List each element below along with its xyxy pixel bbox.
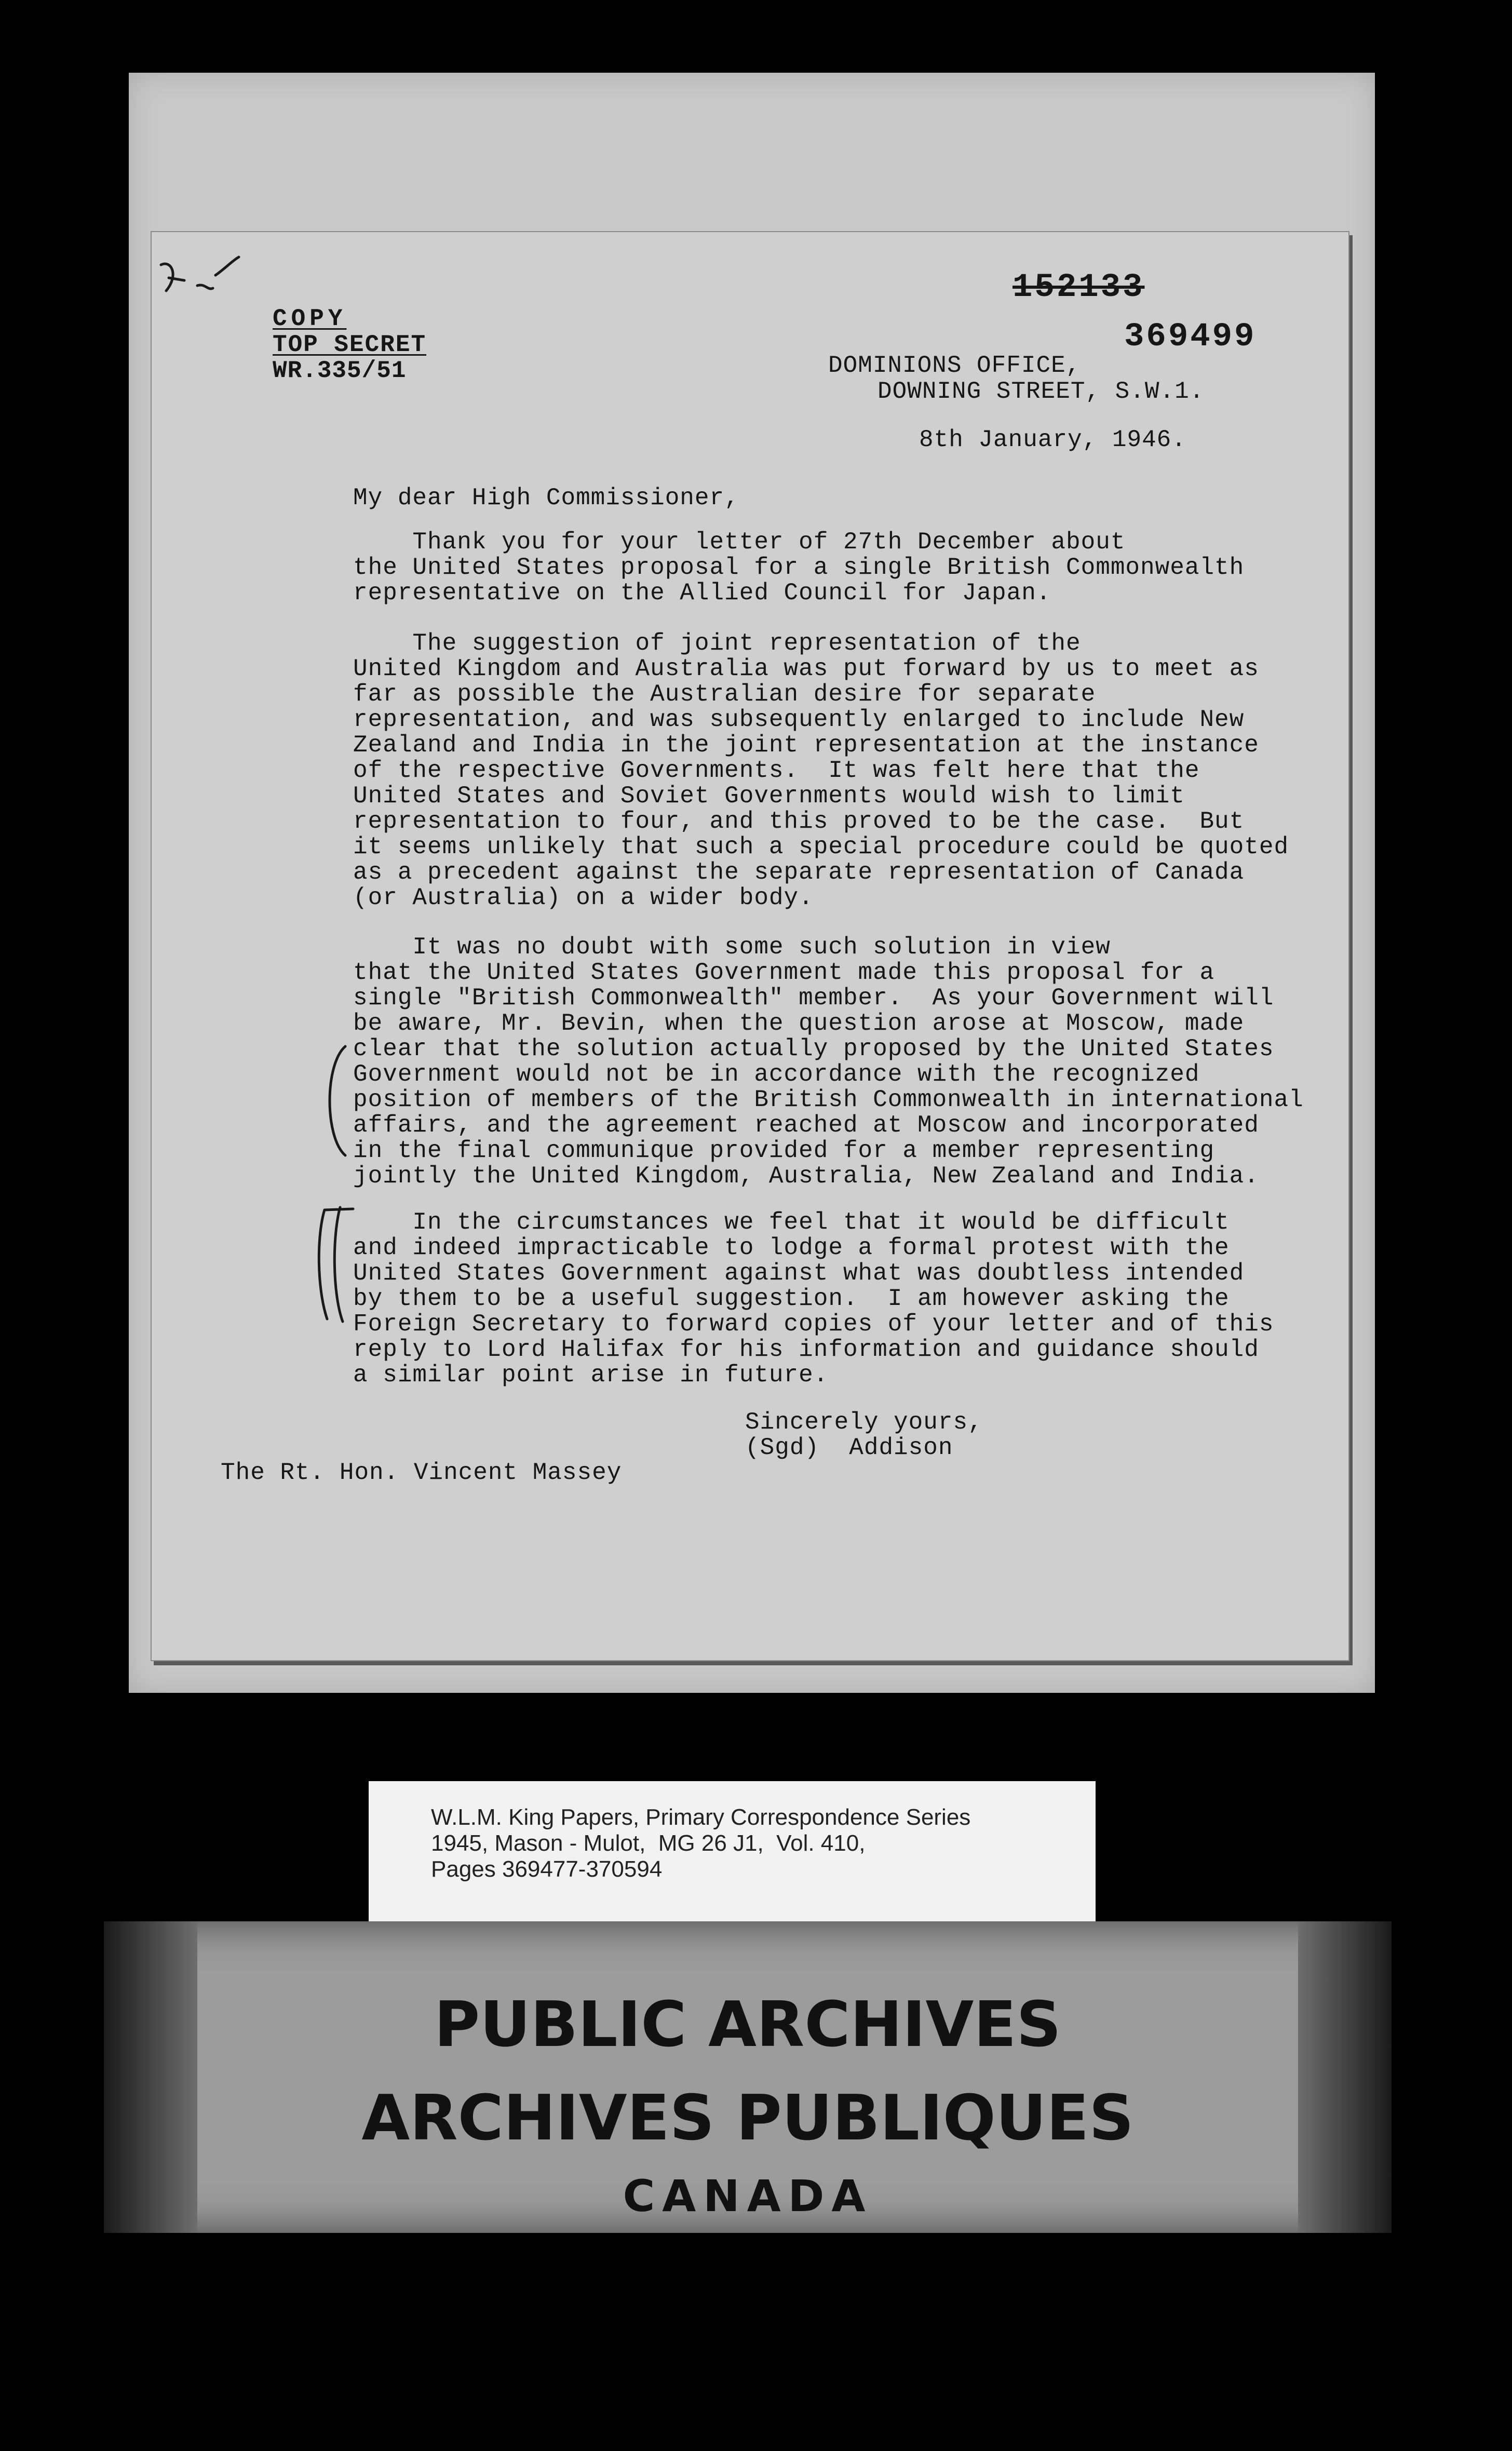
text-line: Foreign Secretary to forward copies of your letter and of this (353, 1311, 1274, 1338)
margin-bracket-mark (319, 1044, 350, 1158)
stamp-line-3: CANADA (623, 2171, 873, 2221)
reference-number: WR.335/51 (273, 357, 407, 384)
paragraph-1 (353, 530, 1244, 606)
text-line: in the final communique provided for a member representing (353, 1137, 1215, 1164)
letter-date: 8th January, 1946. (919, 426, 1186, 453)
text-line: Thank you for your letter of 27th December about (412, 529, 1126, 556)
signature-line: (Sgd) Addison (745, 1434, 953, 1461)
stamp-line-1: PUBLIC ARCHIVES (434, 1989, 1061, 2061)
struck-document-number: 152133 (1013, 269, 1145, 306)
archive-label-line-2: 1945, Mason - Mulot, MG 26 J1, Vol. 410, (431, 1830, 866, 1856)
text-line: Government would not be in accordance with the recognized (353, 1061, 1200, 1088)
text-line: single "British Commonwealth" member. As your Government will (353, 985, 1274, 1012)
text-line: jointly the United Kingdom, Australia, New Zealand and India. (353, 1163, 1259, 1190)
paragraph-2 (353, 631, 1289, 911)
text-line: Zealand and India in the joint representation at the instance (353, 732, 1259, 759)
text-line: United Kingdom and Australia was put forward by us to meet as (353, 655, 1259, 682)
archive-stamp-band (104, 1921, 1392, 2233)
text-line: It was no doubt with some such solution in view (412, 934, 1111, 961)
text-line: United States and Soviet Governments would wish to limit (353, 783, 1185, 810)
text-line: of the respective Governments. It was felt here that the (353, 757, 1200, 784)
text-line: representative on the Allied Council for Japan. (353, 580, 1051, 607)
text-line: far as possible the Australian desire for separate (353, 681, 1096, 708)
closing-line: Sincerely yours, (745, 1409, 983, 1436)
text-line: reply to Lord Halifax for his information and guidance should (353, 1336, 1259, 1363)
copy-label: COPY (273, 305, 347, 332)
text-line: representation to four, and this proved to be the case. But (353, 808, 1245, 835)
text-line: United States Government against what was doubtless intended (353, 1260, 1245, 1287)
text-line: the United States proposal for a single British Commonwealth (353, 554, 1245, 581)
text-line: be aware, Mr. Bevin, when the question arose at Moscow, made (353, 1010, 1245, 1037)
text-line: (or Australia) on a wider body. (353, 884, 814, 911)
margin-double-line-mark (309, 1205, 356, 1324)
paragraph-4 (353, 1210, 1274, 1388)
salutation: My dear High Commissioner, (353, 484, 739, 511)
classification-label: TOP SECRET (273, 331, 427, 358)
paragraph-3 (353, 935, 1304, 1189)
office-line-2: DOWNING STREET, S.W.1. (878, 378, 1205, 405)
text-line: affairs, and the agreement reached at Moscow and incorporated (353, 1112, 1259, 1139)
office-line-1: DOMINIONS OFFICE, (828, 352, 1081, 379)
text-line: representation, and was subsequently enlarged to include New (353, 706, 1245, 733)
text-line: clear that the solution actually proposed by the United States (353, 1035, 1274, 1062)
text-line: and indeed impracticable to lodge a formal protest with the (353, 1234, 1230, 1261)
text-line: that the United States Government made this proposal for a (353, 959, 1215, 986)
text-line: as a precedent against the separate representation of Canada (353, 859, 1245, 886)
text-line: position of members of the British Commonwealth in international (353, 1086, 1304, 1113)
archive-label-card (369, 1781, 1096, 1921)
archive-label-line-1: W.L.M. King Papers, Primary Correspondence Series (431, 1804, 971, 1830)
handwritten-mark (156, 254, 244, 312)
text-line: it seems unlikely that such a special procedure could be quoted (353, 833, 1289, 860)
stamp-line-2: ARCHIVES PUBLIQUES (361, 2082, 1134, 2154)
text-line: by them to be a useful suggestion. I am however asking the (353, 1285, 1230, 1312)
archive-label-line-3: Pages 369477-370594 (431, 1856, 663, 1882)
text-line: a similar point arise in future. (353, 1362, 829, 1389)
recipient: The Rt. Hon. Vincent Massey (221, 1459, 622, 1486)
text-line: The suggestion of joint representation of the (412, 630, 1081, 657)
document-number: 369499 (1124, 318, 1257, 356)
text-line: In the circumstances we feel that it would be difficult (412, 1209, 1230, 1236)
